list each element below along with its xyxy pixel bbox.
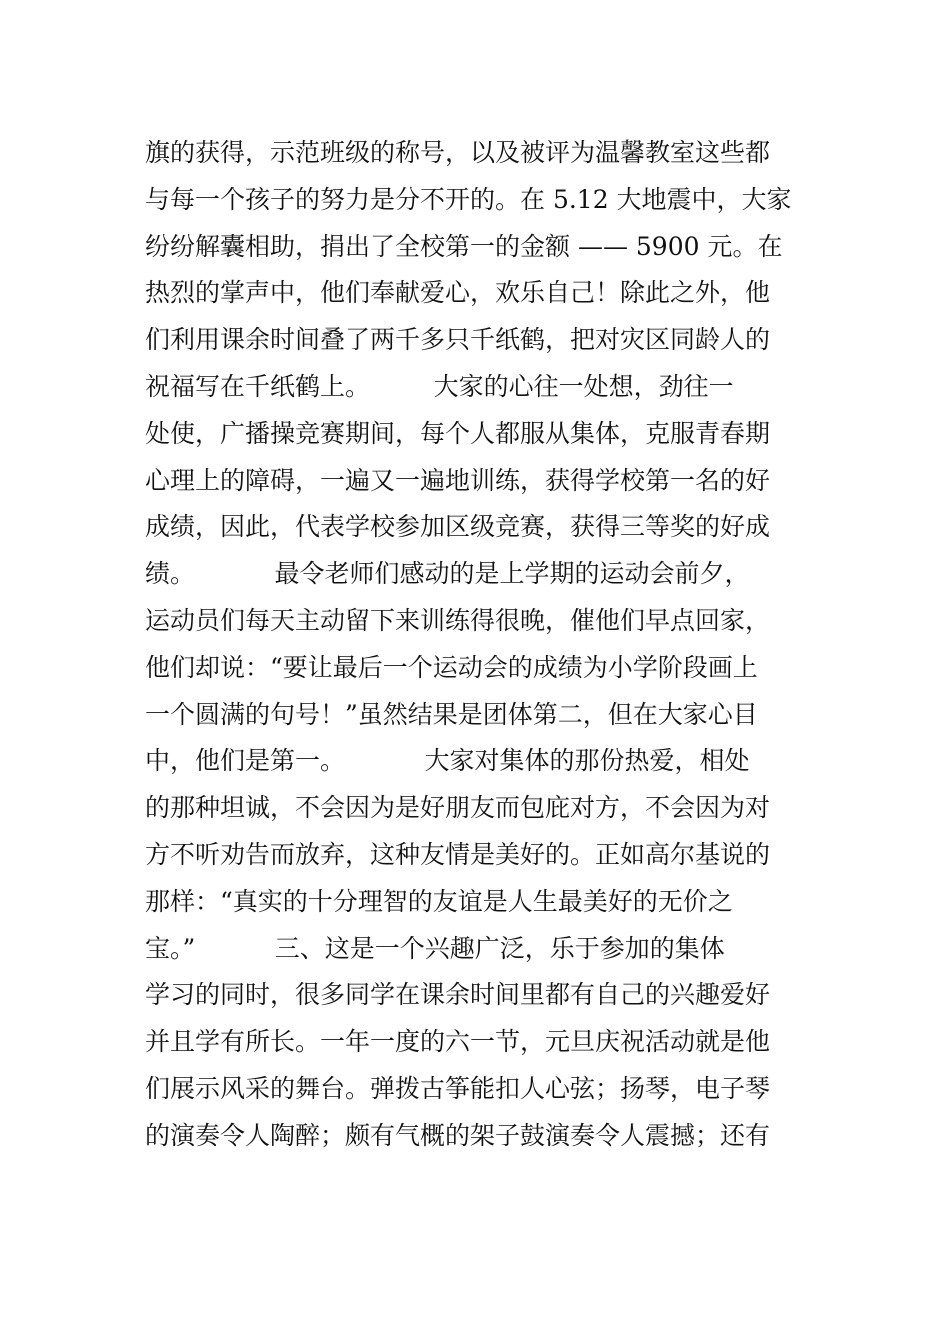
text-line: 纷纷解囊相助，捐出了全校第一的金额 —— 5900 元。在 [145, 231, 783, 261]
text-line: 绩。 最令老师们感动的是上学期的运动会前夕， [145, 559, 750, 589]
text-line: 宝。” 三、这是一个兴趣广泛，乐于参加的集体 [145, 933, 725, 963]
text-line: 中，他们是第一。 大家对集体的那份热爱，相处 [145, 746, 750, 776]
text-line: 心理上的障碍，一遍又一遍地训练，获得学校第一名的好 [145, 465, 771, 495]
text-line: 学习的同时，很多同学在课余时间里都有自己的兴趣爱好 [145, 980, 771, 1010]
text-line: 那样：“真实的十分理智的友谊是人生最美好的无价之 [145, 886, 733, 916]
text-line: 旗的获得，示范班级的称号，以及被评为温馨教室这些都 [145, 138, 771, 167]
text-line: 们利用课余时间叠了两千多只千纸鹤，把对灾区同龄人的 [145, 325, 771, 355]
text-line: 运动员们每天主动留下来训练得很晚，催他们早点回家， [145, 605, 771, 635]
text-line: 的演奏令人陶醉；颇有气概的架子鼓演奏令人震撼；还有 [145, 1120, 771, 1150]
text-line: 一个圆满的句号！”虽然结果是团体第二，但在大家心目 [145, 699, 758, 729]
text-line: 他们却说：“要让最后一个运动会的成绩为小学阶段画上 [145, 652, 758, 682]
text-line: 祝福写在千纸鹤上。 大家的心往一处想，劲往一 [145, 371, 734, 401]
text-line: 并且学有所长。一年一度的六一节，元旦庆祝活动就是他 [145, 1027, 771, 1057]
text-line: 成绩，因此，代表学校参加区级竞赛，获得三等奖的好成 [145, 512, 771, 542]
text-line: 的那种坦诚，不会因为是好朋友而包庇对方，不会因为对 [145, 793, 771, 823]
text-line: 与每一个孩子的努力是分不开的。在 5.12 大地震中，大家 [145, 184, 792, 214]
text-line: 方不听劝告而放弃，这种友情是美好的。正如高尔基说的 [145, 839, 771, 869]
text-line: 热烈的掌声中，他们奉献爱心，欢乐自己！除此之外，他 [145, 278, 771, 308]
text-line: 处使，广播操竞赛期间，每个人都服从集体，克服青春期 [145, 418, 771, 448]
text-line: 们展示风采的舞台。弹拨古筝能扣人心弦；扬琴，电子琴 [145, 1073, 771, 1103]
body-text [145, 130, 815, 1160]
